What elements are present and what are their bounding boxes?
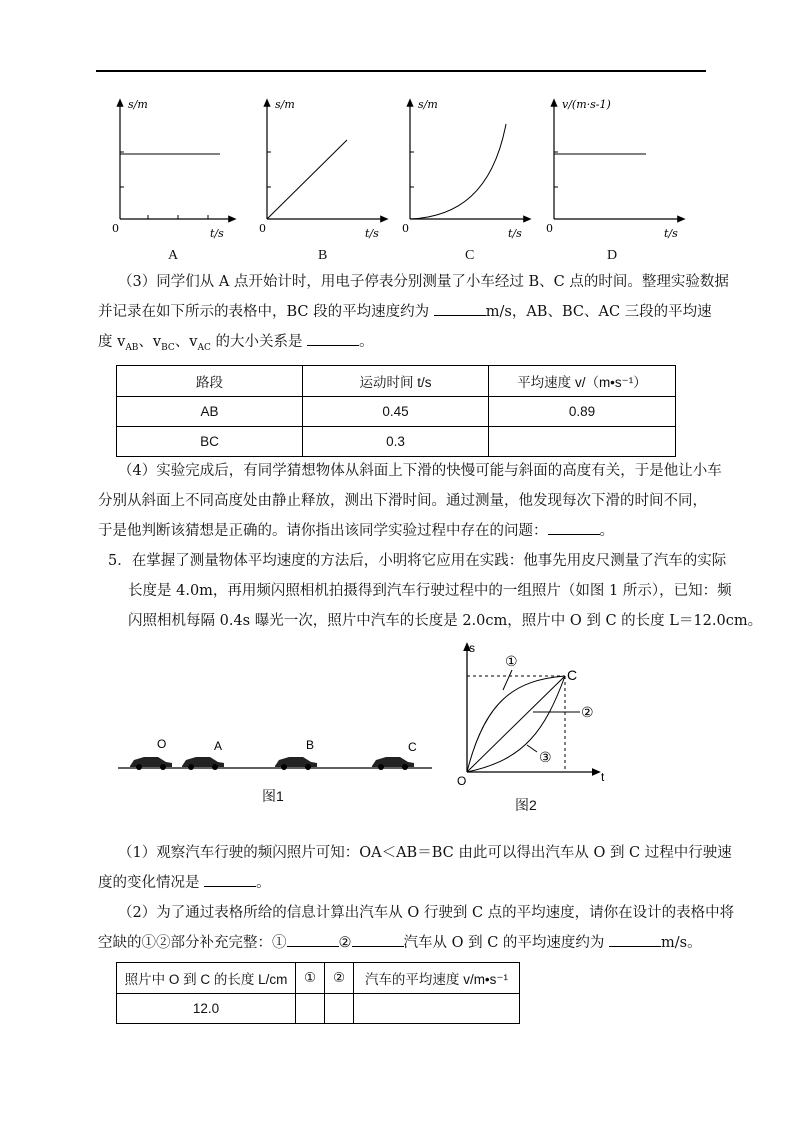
svg-text:t/s: t/s <box>365 227 379 240</box>
svg-text:s: s <box>469 641 475 655</box>
svg-text:O: O <box>157 737 167 751</box>
svg-text:t: t <box>601 770 605 784</box>
table-cell-blank[interactable] <box>489 427 676 457</box>
answer-blank-bc-speed[interactable] <box>434 297 486 316</box>
question-5-2: （2）为了通过表格所给的信息计算出汽车从 O 行驶到 C 点的平均速度，请你在设计的表格中将 空缺的①②部分补充完整：① ② 汽车从 O 到 C 的平均速度约为 m/s。 <box>98 905 735 951</box>
question-5: 5．在掌握了测量物体平均速度的方法后，小明将它应用在实践：他事先用皮尺测量了汽车的实际 长度是 4.0m，再用频闪照相机拍摄得到汽车行驶过程中的一组照片（如图 1 所示），已知：频 闪照相机每隔 0.4s 曝光一次，照片中汽车的长度是 2.0cm，照片中 O 到 C 的长度 L＝12.0cm。 <box>108 553 763 629</box>
question-3: （3）同学们从 A 点开始计时，用电子停表分别测量了小车经过 B、C 点的时间。整理实验数据 并记录在如下所示的表格中，BC 段的平均速度约为 m/s，AB、BC、AC 三段的平均速 度 $v_{AB}$、$v_{BC}$、$v_{AC}$ 的大小关系是 。 <box>98 274 729 353</box>
graph-c <box>398 92 538 242</box>
figure-1-caption: 图1 <box>262 788 284 804</box>
graph-d <box>542 92 692 242</box>
table-cell: 0.3 <box>303 427 489 457</box>
table-header: 运动时间 t/s <box>303 366 489 397</box>
graph-d-label: D <box>607 248 618 263</box>
answer-blank-1[interactable] <box>287 928 339 947</box>
svg-text:v/(m·s-1): v/(m·s-1) <box>562 98 611 111</box>
svg-text:C: C <box>408 740 417 754</box>
svg-text:②: ② <box>581 705 594 721</box>
svg-text:t/s: t/s <box>210 227 224 240</box>
svg-text:0: 0 <box>546 222 553 235</box>
svg-text:t/s: t/s <box>664 227 678 240</box>
table-cell-blank[interactable] <box>325 994 354 1024</box>
svg-text:O: O <box>457 774 467 788</box>
table-cell-blank[interactable] <box>296 994 325 1024</box>
figure-2-caption: 图2 <box>515 797 537 813</box>
question-4: （4）实验完成后，有同学猜想物体从斜面上下滑的快慢可能与斜面的高度有关，于是他让小车 分别从斜面上不同高度处由静止释放，测出下滑时间。通过测量，他发现每次下滑的时间不同， 于是他判断该猜想是正确的。请你指出该同学实验过程中存在的问题： 。 <box>98 463 722 539</box>
svg-text:C: C <box>567 667 578 683</box>
svg-text:0: 0 <box>112 222 119 235</box>
table-cell: BC <box>117 427 303 457</box>
answer-blank-problem[interactable] <box>548 516 600 535</box>
svg-text:A: A <box>214 739 223 753</box>
table-cell: 0.89 <box>489 397 676 427</box>
answer-blank-avg-speed[interactable] <box>609 928 661 947</box>
svg-text:③: ③ <box>539 750 552 766</box>
svg-text:s/m: s/m <box>128 98 148 111</box>
table-header: 平均速度 v/（m•s⁻¹） <box>489 366 676 397</box>
table-header: ① <box>296 963 325 994</box>
svg-text:s/m: s/m <box>418 98 438 111</box>
svg-text:B: B <box>306 738 315 752</box>
graph-c-label: C <box>465 248 475 263</box>
svg-text:0: 0 <box>402 222 409 235</box>
figure-1-cars <box>110 730 435 780</box>
graph-c-curve <box>410 124 506 219</box>
table-header: 照片中 O 到 C 的长度 L/cm <box>117 963 296 994</box>
question-5-1: （1）观察汽车行驶的频闪照片可知：OA＜AB＝BC 由此可以得出汽车从 O 到 C 过程中行驶速 度的变化情况是 。 <box>98 845 732 891</box>
car-speed-table <box>116 962 520 1024</box>
table-cell: 12.0 <box>117 994 296 1024</box>
svg-text:s/m: s/m <box>275 98 295 111</box>
svg-text:0: 0 <box>259 222 266 235</box>
speed-table <box>116 365 676 457</box>
answer-blank-speed-relation[interactable] <box>307 327 359 346</box>
answer-blank-2[interactable] <box>352 928 404 947</box>
table-header: 路段 <box>117 366 303 397</box>
graph-b <box>255 92 395 242</box>
graph-a-label: A <box>168 248 179 263</box>
graph-b-line <box>267 140 347 219</box>
figure-2-st-graph <box>455 640 615 790</box>
table-cell: AB <box>117 397 303 427</box>
table-cell-blank[interactable] <box>354 994 520 1024</box>
answer-blank-speed-change[interactable] <box>204 868 256 887</box>
svg-text:t/s: t/s <box>508 227 522 240</box>
table-header: 汽车的平均速度 v/m•s⁻¹ <box>354 963 520 994</box>
table-cell: 0.45 <box>303 397 489 427</box>
graph-b-label: B <box>318 248 328 263</box>
svg-text:①: ① <box>505 654 518 670</box>
top-rule <box>96 70 706 72</box>
graph-a <box>108 92 238 242</box>
table-header: ② <box>325 963 354 994</box>
